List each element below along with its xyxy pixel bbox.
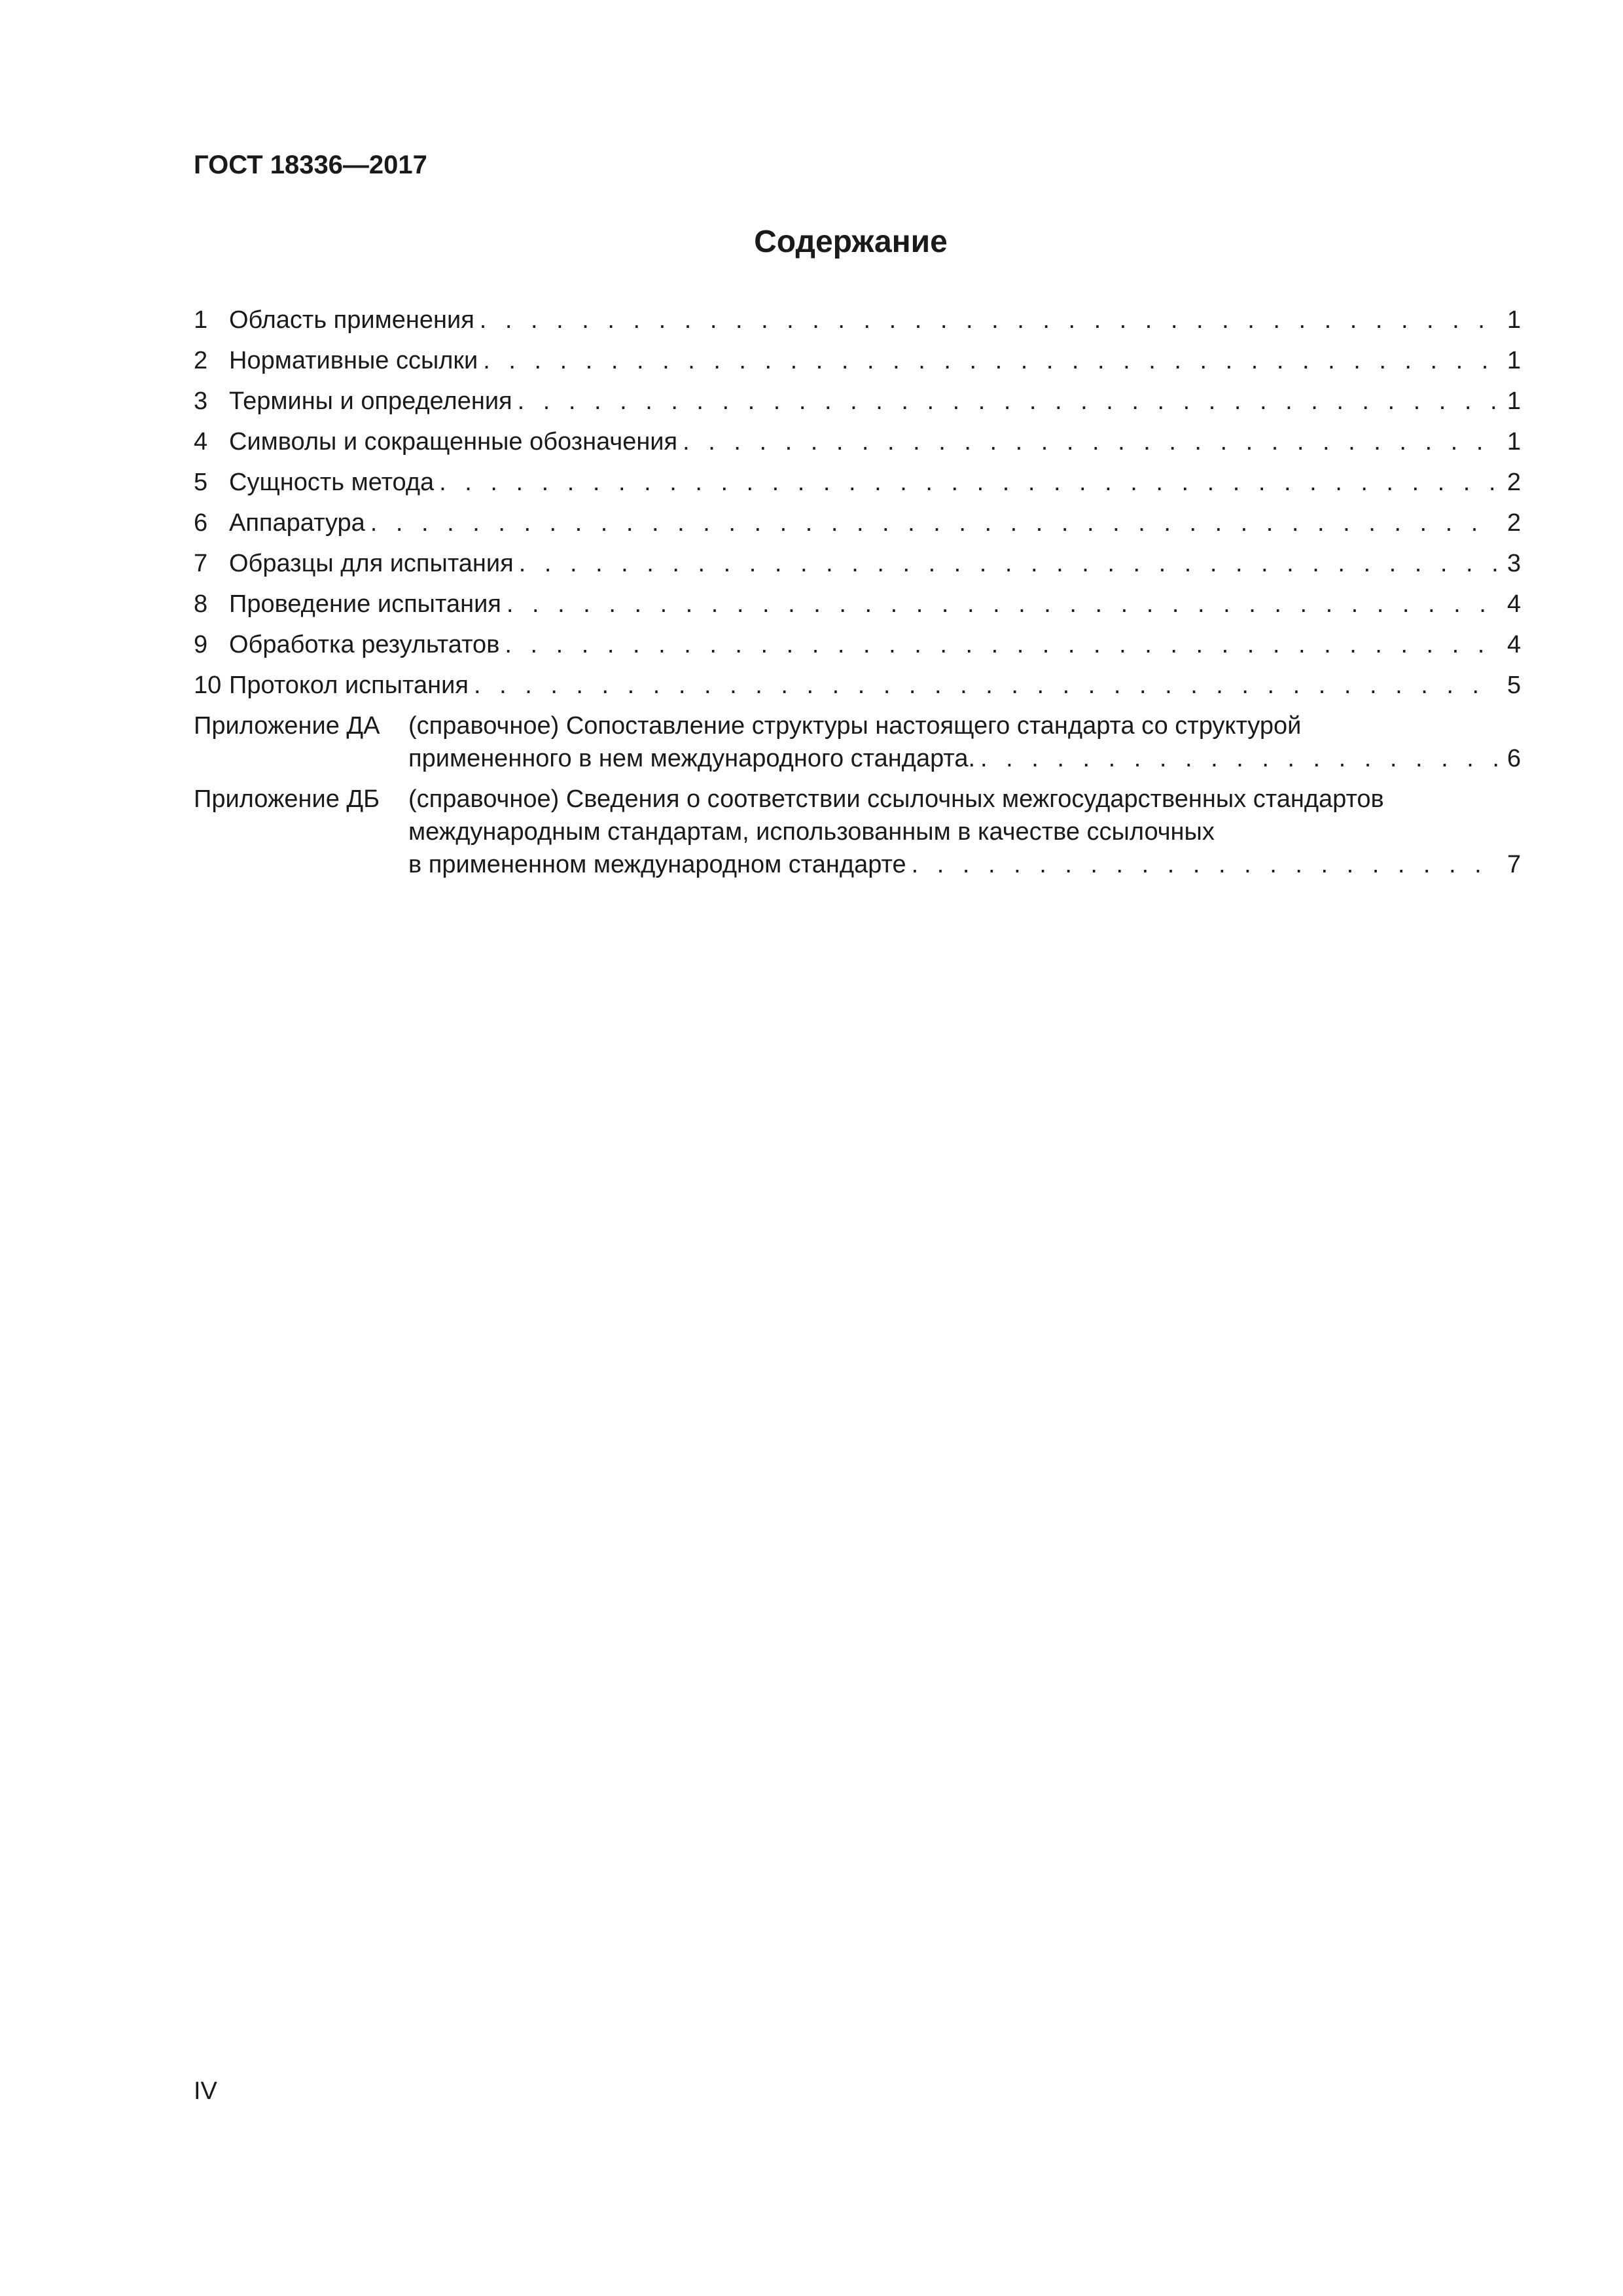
toc-item-number: 8 — [194, 590, 208, 618]
annex-label: Приложение ДА — [194, 712, 380, 740]
toc-item-title: Символы и сокращенные обозначения — [229, 428, 678, 456]
toc-item-page: 1 — [1507, 347, 1521, 374]
toc-item-title: Нормативные ссылки — [229, 347, 478, 374]
toc-item-page: 4 — [1507, 590, 1521, 618]
toc-item-number: 1 — [194, 306, 208, 334]
toc-dot-leader — [519, 543, 1499, 584]
annex-title-line: примененного в нем международного стандарта. — [408, 745, 976, 772]
toc-item-page: 7 — [1507, 851, 1521, 878]
toc-item[interactable] — [194, 543, 1521, 584]
toc-item-page: 2 — [1507, 509, 1521, 537]
annex-final-line — [194, 742, 1521, 775]
annex-title-line: международным стандартам, использованным в качестве ссылочных — [408, 818, 1215, 846]
toc-item-number: 10 — [194, 672, 222, 699]
toc-item[interactable] — [194, 340, 1521, 381]
annex-final-line — [194, 848, 1521, 881]
toc-item[interactable] — [194, 462, 1521, 503]
toc-dot-leader — [439, 462, 1499, 503]
toc-item-number: 5 — [194, 469, 208, 496]
toc-item[interactable] — [194, 665, 1521, 706]
toc-item-number: 9 — [194, 631, 208, 658]
toc-dot-leader — [683, 422, 1499, 462]
toc-item-title: Образцы для испытания — [229, 550, 514, 577]
annex-heading — [194, 783, 1521, 816]
toc-item[interactable] — [194, 584, 1521, 624]
toc-item-page: 4 — [1507, 631, 1521, 658]
toc-item-number: 2 — [194, 347, 208, 374]
toc-item-title: Аппаратура — [229, 509, 365, 537]
page-number: IV — [194, 2077, 217, 2105]
toc-title: Содержание — [754, 224, 948, 259]
toc-annex-da[interactable] — [194, 709, 1521, 775]
toc-dot-leader — [518, 381, 1499, 422]
annex-title-line: (справочное) Сопоставление структуры настоящего стандарта со структурой — [408, 712, 1302, 740]
document-code: ГОСТ 18336—2017 — [194, 151, 427, 179]
toc-item-page: 3 — [1507, 550, 1521, 577]
toc-dot-leader — [483, 340, 1499, 381]
toc-dot-leader — [912, 848, 1499, 881]
toc-item-page: 1 — [1507, 306, 1521, 334]
toc-dot-leader — [480, 300, 1499, 340]
toc-item-title: Термины и определения — [229, 387, 512, 415]
toc-item[interactable] — [194, 422, 1521, 462]
toc-dot-leader — [980, 742, 1499, 775]
annex-label: Приложение ДБ — [194, 785, 380, 813]
annex-title-line: (справочное) Сведения о соответствии ссылочных межгосударственных стандартов — [408, 785, 1384, 813]
toc-item[interactable] — [194, 503, 1521, 543]
table-of-contents — [194, 300, 1521, 881]
toc-item-title: Сущность метода — [229, 469, 435, 496]
annex-heading — [194, 709, 1521, 742]
toc-item[interactable] — [194, 381, 1521, 422]
toc-dot-leader — [505, 624, 1499, 665]
annex-title-line: в примененном международном стандарте — [408, 851, 906, 878]
toc-dot-leader — [370, 503, 1499, 543]
toc-item-page: 1 — [1507, 387, 1521, 415]
toc-item-number: 7 — [194, 550, 208, 577]
toc-dot-leader — [507, 584, 1499, 624]
toc-item[interactable] — [194, 300, 1521, 340]
toc-item-title: Обработка результатов — [229, 631, 500, 658]
toc-item-title: Проведение испытания — [229, 590, 501, 618]
toc-item-number: 4 — [194, 428, 208, 456]
toc-item-page: 2 — [1507, 469, 1521, 496]
toc-item-number: 3 — [194, 387, 208, 415]
toc-dot-leader — [474, 665, 1499, 706]
toc-item[interactable] — [194, 624, 1521, 665]
toc-item-title: Протокол испытания — [229, 672, 469, 699]
toc-item-page: 6 — [1507, 745, 1521, 772]
toc-item-page: 1 — [1507, 428, 1521, 456]
toc-item-title: Область применения — [229, 306, 474, 334]
toc-item-number: 6 — [194, 509, 208, 537]
toc-item-page: 5 — [1507, 672, 1521, 699]
toc-annex-db[interactable] — [194, 783, 1521, 881]
